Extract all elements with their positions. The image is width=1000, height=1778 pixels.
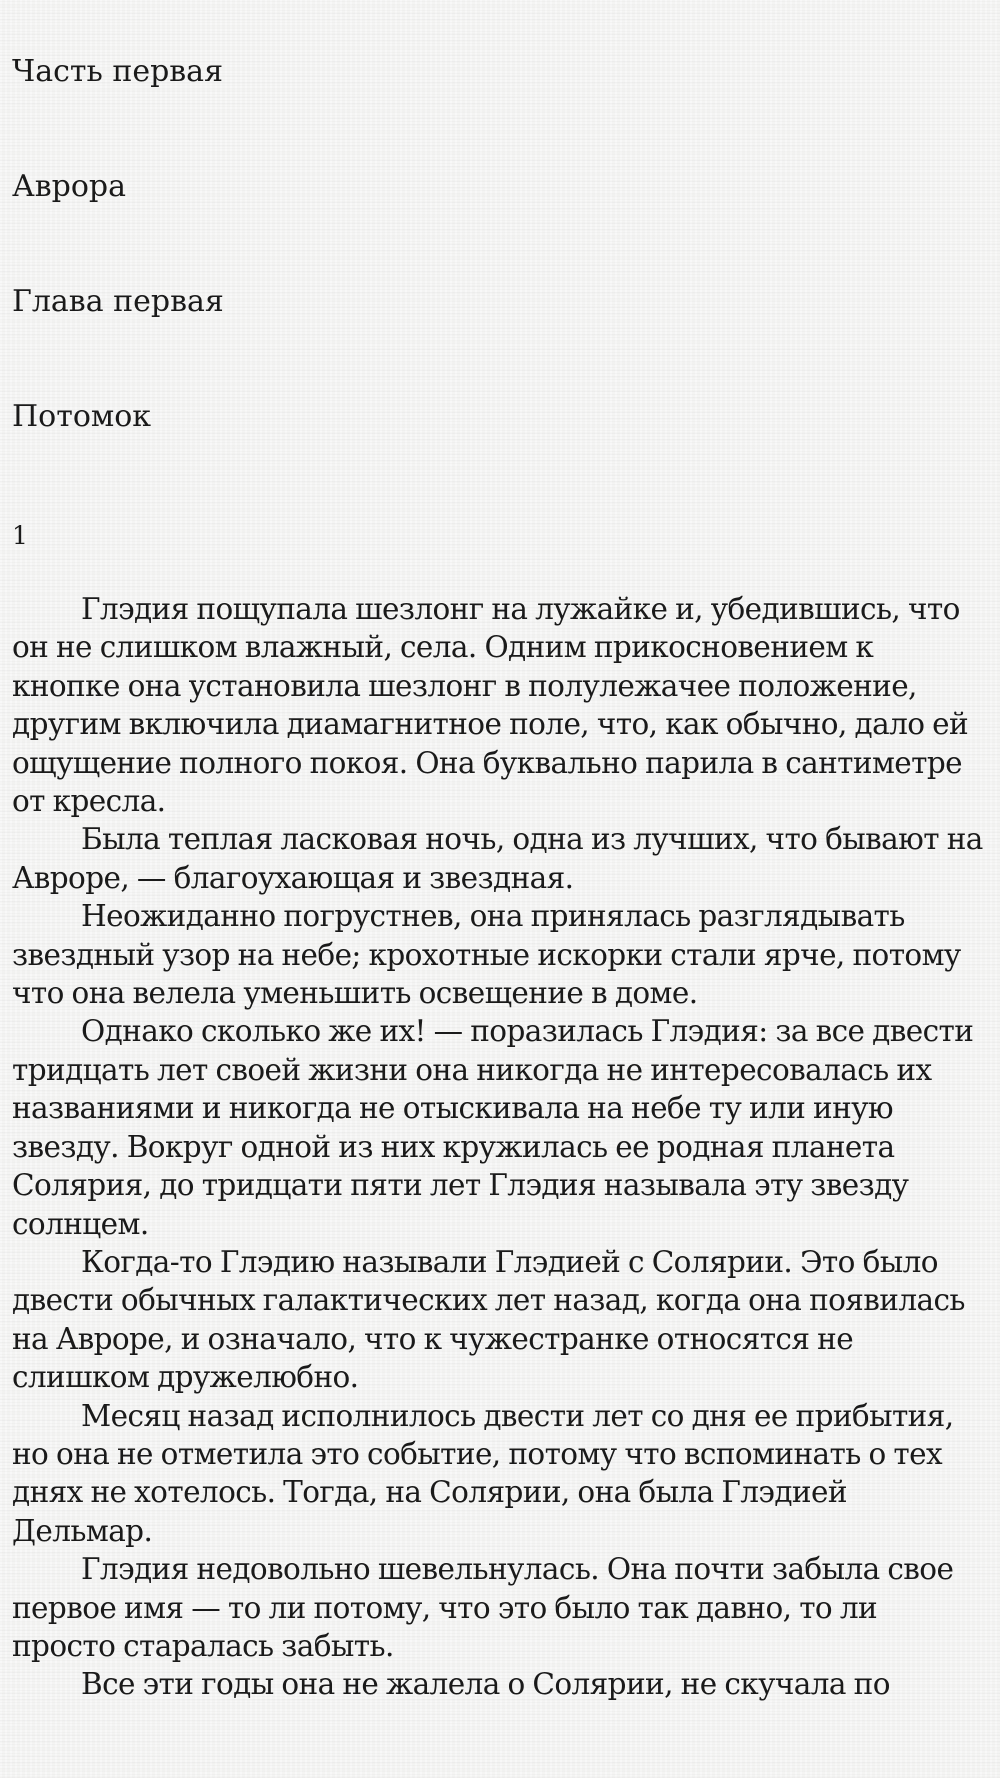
chapter-title: Потомок xyxy=(12,399,152,434)
paragraph: Глэдия недовольно шевельнулась. Она почти забыла свое первое имя — то ли потому, что это было так давно, то ли просто старалась забыть. xyxy=(12,1552,954,1663)
paragraph: Все эти годы она не жалела о Солярии, не скучала по xyxy=(81,1667,890,1702)
paragraph: Однако сколько же их! — поразилась Глэдия: за все двести тридцать лет своей жизни она никогда не интересовалась их названиями и никогда не отыскивала на небе ту или иную звезду. Вокруг одной из них кружилась ее родная планета Солярия, до тридцати пяти лет Глэдия называла эту звезду солнцем. xyxy=(12,1014,974,1241)
chapter-body xyxy=(12,590,987,1704)
paragraph: Когда-то Глэдию называли Глэдией с Солярии. Это было двести обычных галактических лет назад, когда она появилась на Авроре, и означало, что к чужестранке относятся не слишком дружелюбно. xyxy=(12,1244,965,1395)
paragraph: Глэдия пощупала шезлонг на лужайке и, убедившись, что он не слишком влажный, села. Одним прикосновением к кнопке она установила шезлонг в полулежачее положение, другим включила диамагнитное поле, что, как обычно, дало ей ощущение полного покоя. Она буквально парила в сантиметре от кресла. xyxy=(12,592,969,819)
paragraph: Была теплая ласковая ночь, одна из лучших, что бывают на Авроре, — благоухающая и звездная. xyxy=(12,822,983,895)
paragraph: Неожиданно погрустнев, она принялась разглядывать звездный узор на небе; крохотные искорки стали ярче, потому что она велела уменьшить освещение в доме. xyxy=(12,899,961,1011)
paragraph: Месяц назад исполнилось двести лет со дня ее прибытия, но она не отметила это событие, потому что вспоминать о тех днях не хотелось. Тогда, на Солярии, она была Глэдией Дельмар. xyxy=(12,1398,954,1548)
part-title: Аврора xyxy=(12,169,126,204)
part-heading: Часть первая xyxy=(12,54,223,89)
section-number: 1 xyxy=(12,521,28,550)
chapter-heading: Глава первая xyxy=(12,284,224,319)
